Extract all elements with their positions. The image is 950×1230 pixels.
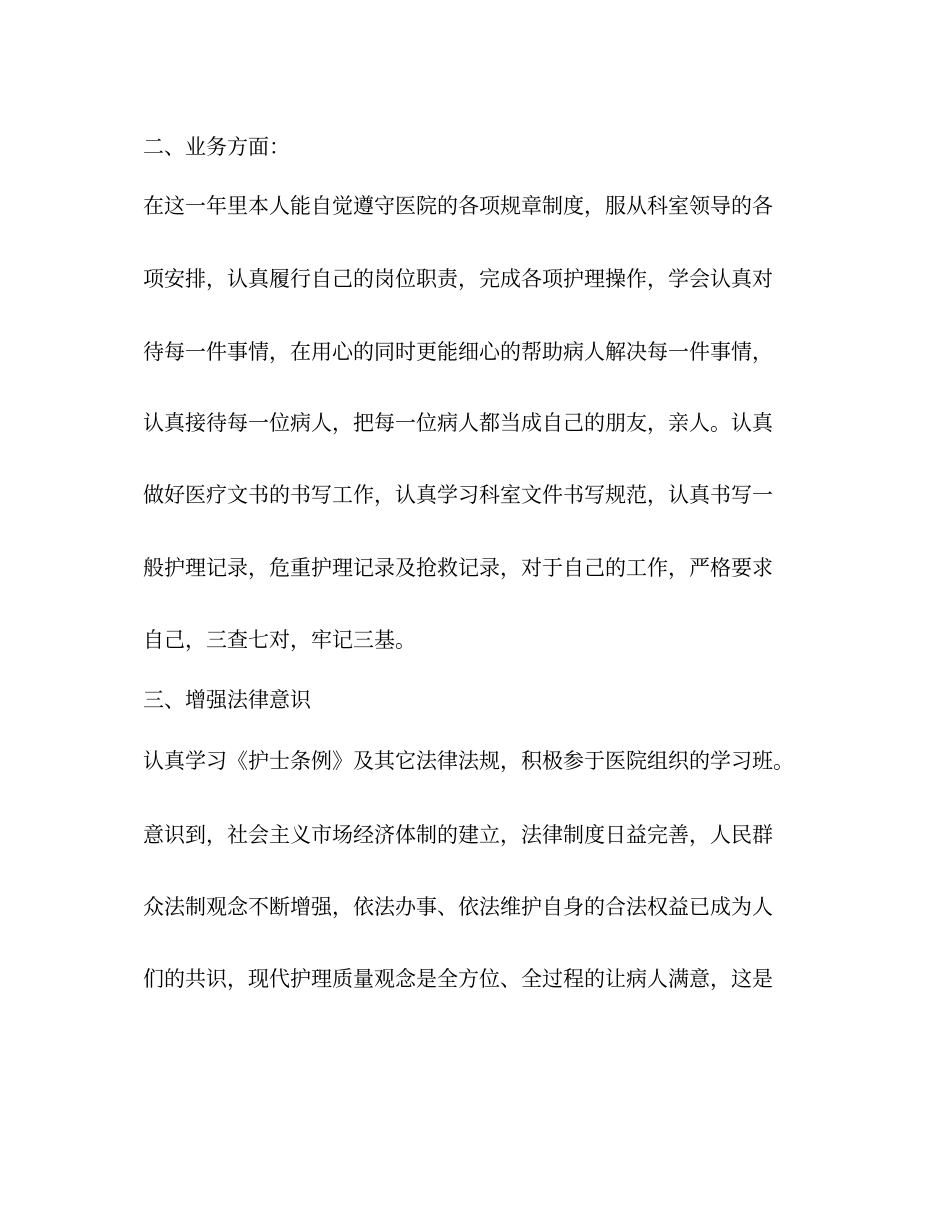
paragraph-line: 意识到，社会主义市场经济体制的建立，法律制度日益完善，人民群 <box>143 823 773 847</box>
paragraph-line: 待每一件事情，在用心的同时更能细心的帮助病人解决每一件事情， <box>143 340 773 364</box>
paragraph-line: 项安排，认真履行自己的岗位职责，完成各项护理操作，学会认真对 <box>143 267 773 291</box>
paragraph-line: 众法制观念不断增强，依法办事、依法维护自身的合法权益已成为人 <box>143 895 773 919</box>
paragraph-line: 认真学习《护士条例》及其它法律法规，积极参于医院组织的学习班。 <box>143 749 794 773</box>
paragraph-line: 认真接待每一位病人，把每一位病人都当成自己的朋友，亲人。认真 <box>143 411 773 435</box>
section-heading-law: 三、增强法律意识 <box>143 688 311 712</box>
paragraph-line: 自己，三查七对，牢记三基。 <box>143 628 416 652</box>
paragraph-line: 做好医疗文书的书写工作，认真学习科室文件书写规范，认真书写一 <box>143 483 773 507</box>
paragraph-line: 在这一年里本人能自觉遵守医院的各项规章制度，服从科室领导的各 <box>143 194 773 218</box>
paragraph-line: 们的共识，现代护理质量观念是全方位、全过程的让病人满意，这是 <box>143 967 773 991</box>
section-heading-business: 二、业务方面： <box>143 135 290 159</box>
paragraph-line: 般护理记录，危重护理记录及抢救记录，对于自己的工作，严格要求 <box>143 556 773 580</box>
